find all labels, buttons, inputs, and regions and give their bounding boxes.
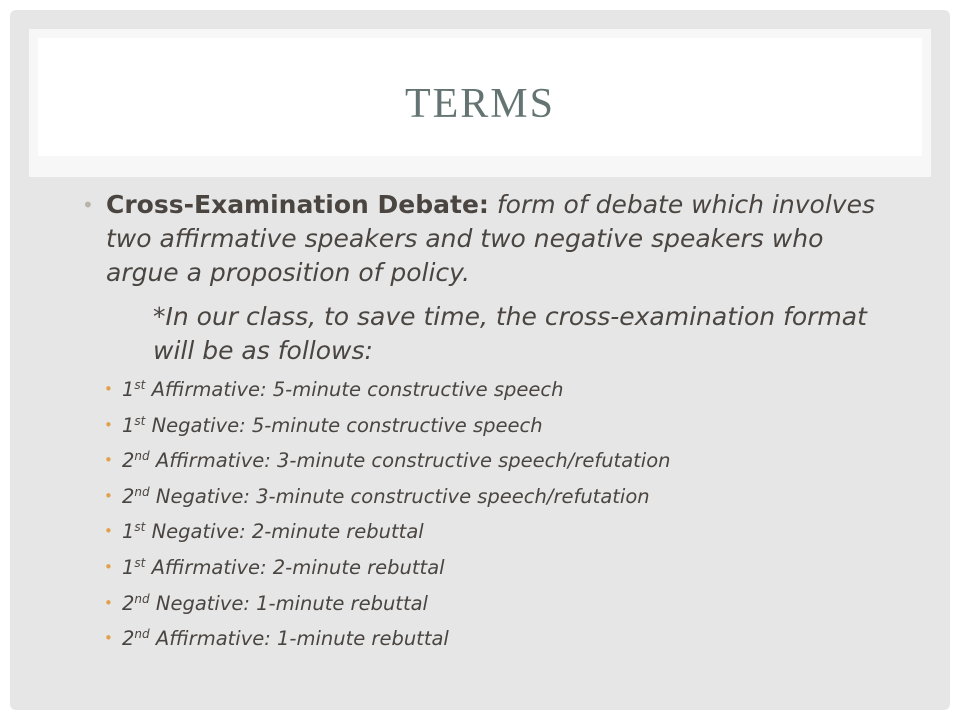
ordinal-suffix: st — [134, 413, 146, 428]
slide-title: TERMS — [404, 81, 556, 127]
list-item-text — [122, 378, 564, 401]
bullet-dot-icon: • — [104, 522, 113, 541]
bullet-dot-icon: • — [104, 629, 113, 648]
ordinal-suffix: nd — [134, 484, 150, 499]
ordinal-suffix: st — [134, 520, 146, 535]
main-bullet-text — [106, 188, 886, 290]
ordinal-number: 2 — [122, 484, 135, 508]
bullet-dot-icon: • — [104, 380, 113, 398]
bullet-dot-icon: • — [104, 415, 113, 434]
list-item-text — [122, 627, 449, 650]
ordinal-suffix: st — [134, 555, 146, 570]
format-note: *In our class, to save time, the cross-examination format will be as follows: — [153, 302, 867, 365]
slide — [10, 10, 950, 710]
list-item-text — [122, 414, 543, 437]
speech-description: Affirmative: 3-minute constructive speech/refutation — [149, 449, 671, 473]
list-item-text — [122, 592, 428, 615]
speech-description: Affirmative: 5-minute constructive speech — [145, 378, 564, 401]
ordinal-suffix: nd — [134, 591, 150, 606]
ordinal-number: 2 — [122, 449, 135, 473]
speech-description: Affirmative: 1-minute rebuttal — [149, 627, 449, 651]
ordinal-number: 1 — [122, 413, 135, 437]
speech-description: Affirmative: 2-minute rebuttal — [145, 555, 445, 579]
term-definition: form of debate which involves two affirmative speakers and two negative speakers who argue a proposition of policy. — [106, 190, 875, 287]
bullet-dot-icon: • — [104, 451, 113, 470]
ordinal-number: 1 — [122, 555, 135, 579]
speech-description: Negative: 2-minute rebuttal — [145, 520, 424, 544]
ordinal-suffix: nd — [134, 627, 150, 642]
list-item-text — [122, 556, 445, 579]
speech-description: Negative: 3-minute constructive speech/refutation — [149, 484, 650, 508]
ordinal-number: 2 — [122, 627, 135, 651]
bullet-dot-icon: • — [104, 486, 113, 505]
bullet-dot-icon: • — [82, 193, 94, 217]
slide-content — [10, 10, 950, 710]
ordinal-number: 1 — [122, 378, 135, 401]
ordinal-number: 1 — [122, 520, 135, 544]
bullet-dot-icon: • — [104, 593, 113, 612]
term-label: Cross-Examination Debate: — [106, 190, 489, 219]
speech-description: Negative: 1-minute rebuttal — [149, 591, 428, 615]
bullet-dot-icon: • — [104, 557, 113, 576]
list-item-text — [122, 520, 424, 543]
list-item-text — [122, 449, 671, 472]
ordinal-number: 2 — [122, 591, 135, 615]
ordinal-suffix: st — [134, 378, 146, 392]
speech-description: Negative: 5-minute constructive speech — [145, 413, 543, 437]
list-item-text — [122, 485, 650, 508]
ordinal-suffix: nd — [134, 449, 150, 464]
